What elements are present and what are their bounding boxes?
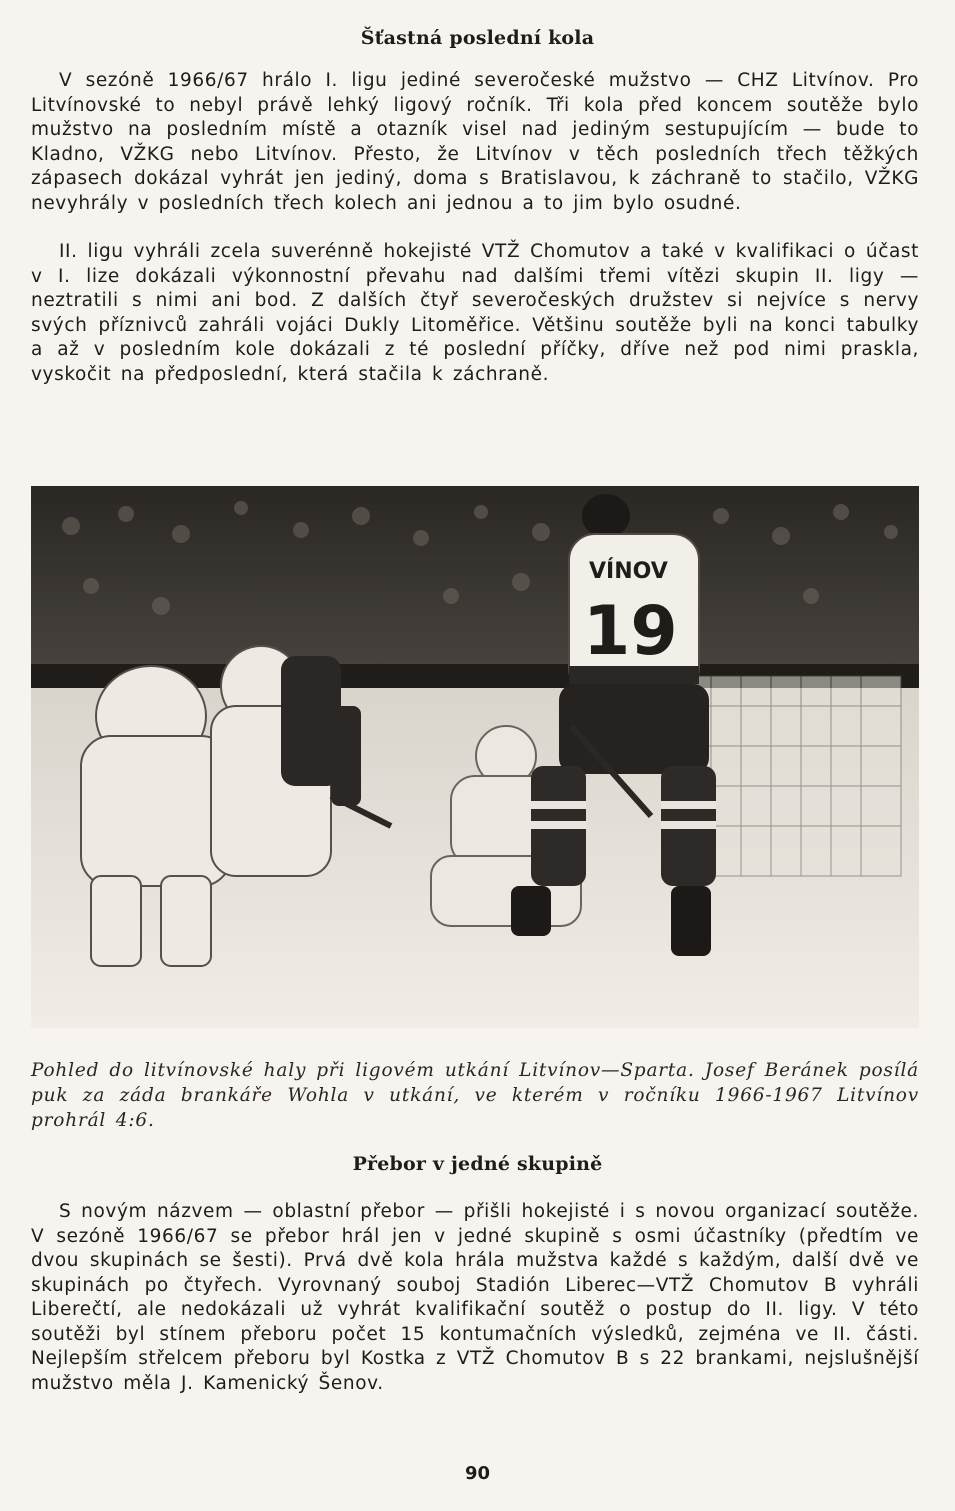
- paragraph-second-league: II. ligu vyhráli zcela suverénně hokejisté VTŽ Chomutov a také v kvalifikaci o účast v I. lize dokázali výkonnostní převahu nad dalšími třemi vítězi skupin II. ligy — neztratili s nimi ani bod. Z dalších čtyř severočeských družstev si nejvíce s nervy svých příznivců zahráli vojáci Dukly Litoměřice. Většinu soutěže byli na konci tabulky a až v posledním kole dokázali z té poslední příčky, dříve než pod nimi praskla, vyskočit na předposlední, která stačila k záchraně.: [31, 241, 919, 385]
- page-number: 90: [464, 1463, 491, 1484]
- photo-caption: Pohled do litvínovské haly při ligovém utkání Litvínov—Sparta. Josef Beránek posílá puk za záda brankáře Wohla v utkání, ve kterém v ročníku 1966-1967 Litvínov prohrál 4:6.: [31, 1060, 919, 1131]
- section-heading-prebor: Přebor v jedné skupině: [352, 1153, 603, 1175]
- paragraph-regional-championship: S novým názvem — oblastní přebor — přišli hokejisté i s novou organizací soutěže. V sezóně 1966/67 se přebor hrál jen v jedné skupině s osmi účastníky (předtím ve dvou skupinách se šesti). Prvá dvě kola hrála mužstva každé s každým, další dvě ve skupinách po čtyřech. Vyrovnaný souboj Stadión Liberec—VTŽ Chomutov B vyhráli Liberečtí, ale nedokázali už vyhrát kvalifikační soutěž o postup do II. ligy. V této soutěži byl stínem přeboru počet 15 kontumačních výsledků, zejména ve II. části. Nejlepším střelcem přeboru byl Kostka z VTŽ Chomutov B s 22 brankami, nejslušnější mužstvo měla J. Kamenický Šenov.: [31, 1201, 919, 1394]
- paragraph-litvinov-season: V sezóně 1966/67 hrálo I. ligu jediné severočeské mužstvo — CHZ Litvínov. Pro Litvínovské to nebyl právě lehký ligový ročník. Tři kola před koncem soutěže bylo mužstvo na posledním místě a otazník visel nad jediným sestupujícím — bude to Kladno, VŽKG nebo Litvínov. Přesto, že Litvínov v těch posledních třech těžkých zápasech dokázal vyhrát jen jediný, doma s Bratislavou, k záchraně to stačilo, VŽKG nevyhrály v posledních třech kolech ani jednou a to jim bylo osudné.: [31, 70, 919, 214]
- hockey-match-photo: [31, 486, 919, 1028]
- jersey-text: VÍNOV: [589, 559, 668, 584]
- section-heading-stastna-posledni-kola: Šťastná poslední kola: [360, 27, 595, 49]
- jersey-number: 19: [583, 592, 678, 671]
